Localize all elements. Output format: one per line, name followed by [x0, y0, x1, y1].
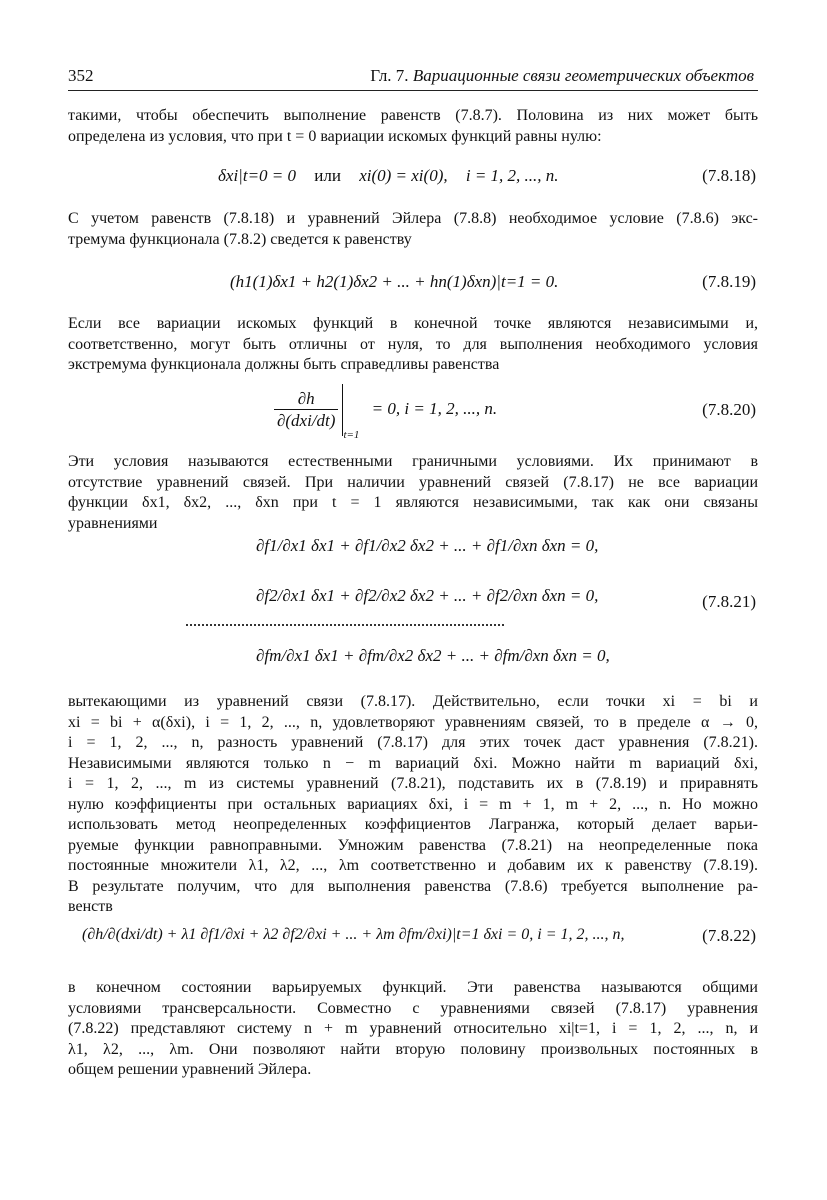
- paragraph-1: [68, 106, 758, 147]
- text-line: xi = bi + α(δxi), i = 1, 2, ..., n, удовлетворяют уравнениям связей, то в пределе α → 0,: [68, 713, 758, 731]
- eq18-range: i = 1, 2, ..., n.: [465, 166, 559, 185]
- text-line: В результате получим, что для выполнения равенства (7.8.6) требуется выполнение ра-: [68, 877, 758, 895]
- equation-system-7-8-21: [68, 524, 758, 692]
- paragraph-3: [68, 314, 758, 376]
- equation-body: [272, 384, 497, 441]
- eq20-tail: = 0, i = 1, 2, ..., n.: [371, 398, 498, 418]
- text-line: Если все вариации искомых функций в конечной точке являются независимыми и,: [68, 315, 758, 332]
- text-line: постоянные множители λ1, λ2, ..., λm соответственно и добавим их к равенству (7.8.19).: [68, 857, 758, 874]
- text-line: условиями трансверсальности. Совместно с уравнениями связей (7.8.17) уравнения: [68, 999, 758, 1017]
- text-line: определена из условия, что при t = 0 вариации искомых функций равны нулю:: [68, 127, 602, 145]
- equation-number: (7.8.19): [702, 272, 756, 291]
- equation-7-8-18: [68, 164, 758, 190]
- equation-7-8-19: [68, 270, 758, 298]
- equation-body: δxi|t=0 = 0 или xi(0) = xi(0), i = 1, 2, ..., n.: [218, 166, 559, 185]
- text-line: i = 1, 2, ..., n, разность уравнений (7.8.17) для этих точек даст уравнения (7.8.21).: [68, 734, 758, 751]
- fraction: [274, 389, 338, 432]
- text-line: такими, чтобы обеспечить выполнение равенств (7.8.7). Половина из них может быть: [68, 107, 758, 124]
- text-line: вытекающими из уравнений связи (7.8.17). Действительно, если точки xi = bi и: [68, 693, 758, 710]
- text-line: (7.8.22) представляют систему n + m уравнений относительно xi|t=1, i = 1, 2, ..., n, и: [68, 1020, 758, 1037]
- text-line: функции δx1, δx2, ..., δxn при t = 1 являются независимыми, так как они связаны: [68, 494, 758, 511]
- equation-number: (7.8.22): [702, 926, 756, 945]
- system-row-1: ∂f1/∂x1 δx1 + ∂f1/∂x2 δx2 + ... + ∂f1/∂xn δxn = 0,: [256, 536, 599, 555]
- paragraph-2: [68, 209, 758, 250]
- text-line: нулю коэффициенты при остальных вариациях δxi, i = m + 1, m + 2, ..., n. Но можно: [68, 795, 758, 813]
- paragraph-6: [68, 978, 758, 1081]
- text-line: общем решении уравнений Эйлера.: [68, 1061, 312, 1078]
- chapter-label: Гл. 7.: [370, 66, 409, 85]
- text-line: λ1, λ2, ..., λm. Они позволяют найти вторую половину произвольных постоянных в: [68, 1040, 758, 1058]
- chapter-title: Вариационные связи геометрических объектов: [412, 66, 754, 85]
- equation-number: (7.8.20): [702, 400, 756, 419]
- text-line: экстремума функционала должны быть справедливы равенства: [68, 356, 500, 373]
- equation-7-8-20: [68, 384, 758, 440]
- equation-7-8-22: [68, 912, 758, 972]
- evaluation-subscript: t=1: [343, 428, 360, 441]
- text-line: i = 1, 2, ..., m из системы уравнений (7.8.21), подставить их в (7.8.19) и приравнять: [68, 775, 758, 792]
- page-number: 352: [68, 66, 94, 85]
- chapter-heading: [370, 66, 754, 86]
- equation-number: (7.8.21): [702, 592, 756, 611]
- dotted-separator: [186, 624, 504, 626]
- text-line: соответственно, могут быть отличны от нуля, то для выполнения необходимого условия: [68, 335, 758, 353]
- paragraph-4: [68, 452, 758, 534]
- equation-body: (∂h/∂(dxi/dt) + λ1 ∂f1/∂xi + λ2 ∂f2/∂xi + ... + λm ∂fm/∂xi)|t=1 δxi = 0, i = 1, 2, ..., n,: [82, 926, 625, 943]
- text-line: Эти условия называются естественными граничными условиями. Их принимают в: [68, 453, 758, 470]
- system-row-2: ∂f2/∂x1 δx1 + ∂f2/∂x2 δx2 + ... + ∂f2/∂xn δxn = 0,: [256, 586, 599, 605]
- text-line: уравнениями: [68, 514, 158, 532]
- text-line: использовать метод неопределенных коэффициентов Лагранжа, который делает варьи-: [68, 816, 758, 833]
- denominator: ∂(dxi/dt): [277, 410, 336, 430]
- eq18-conj: или: [314, 166, 341, 185]
- eq18-right: xi(0) = xi(0): [359, 166, 444, 185]
- text-line: венств: [68, 898, 113, 915]
- numerator: ∂h: [274, 389, 338, 410]
- text-line: С учетом равенств (7.8.18) и уравнений Эйлера (7.8.8) необходимое условие (7.8.6) экс-: [68, 210, 758, 227]
- text-line: отсутствие уравнений связей. При наличии уравнений связей (7.8.17) не все вариации: [68, 473, 758, 491]
- text-line: Независимыми являются только n − m вариаций δxi. Можно найти m вариаций δxi,: [68, 754, 758, 772]
- equation-number: (7.8.18): [702, 166, 756, 185]
- text-line: тремума функционала (7.8.2) сведется к равенству: [68, 230, 412, 248]
- eq18-left: δxi|t=0 = 0: [218, 166, 297, 185]
- system-row-3: ∂fm/∂x1 δx1 + ∂fm/∂x2 δx2 + ... + ∂fm/∂xn δxn = 0,: [256, 646, 610, 665]
- text-line: руемые функции равноправными. Умножим равенства (7.8.21) на неопределенные пока: [68, 836, 758, 854]
- running-header: [68, 64, 758, 91]
- text-line: в конечном состоянии варьируемых функций. Эти равенства называются общими: [68, 979, 758, 996]
- paragraph-5: [68, 692, 758, 918]
- equation-body: (h1(1)δx1 + h2(1)δx2 + ... + hn(1)δxn)|t=1 = 0.: [230, 272, 559, 291]
